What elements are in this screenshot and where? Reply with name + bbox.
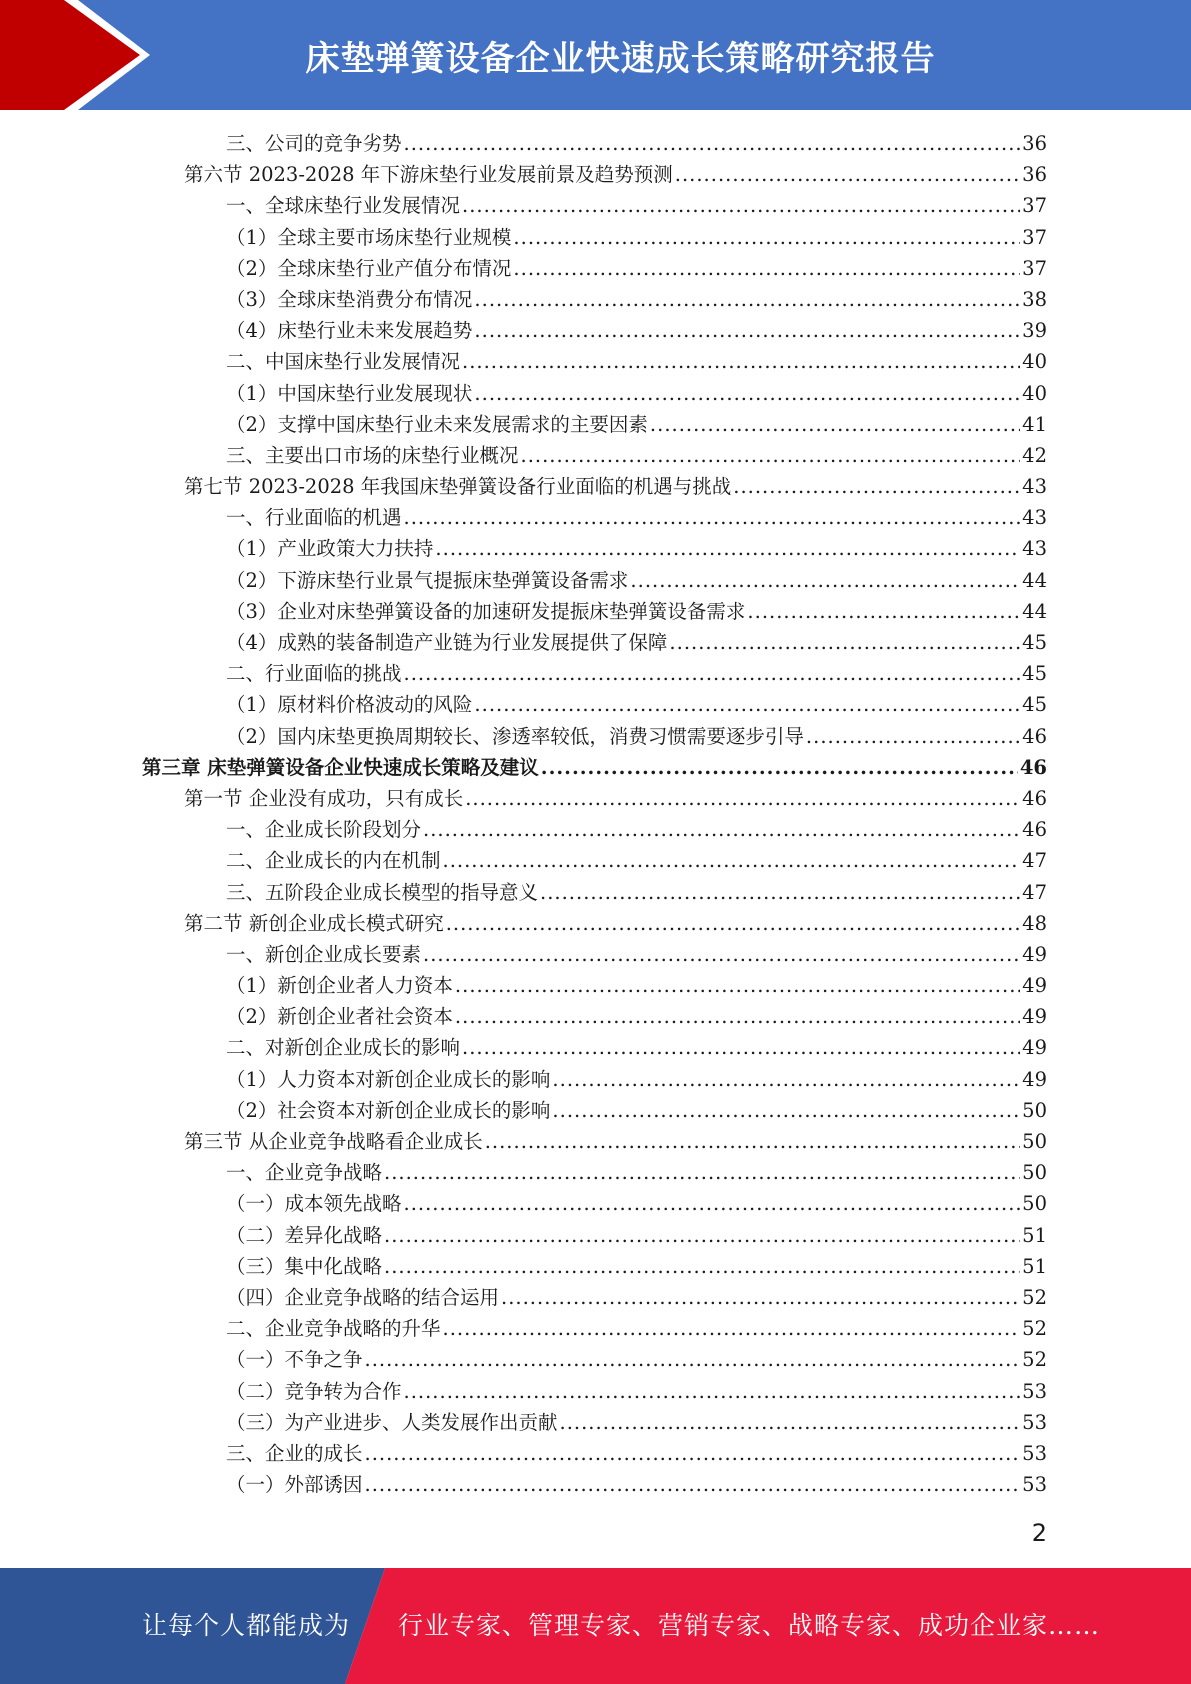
- toc-entry-page: 53: [1022, 1410, 1047, 1434]
- toc-leader-dots: [462, 346, 1020, 377]
- toc-entry[interactable]: [0, 689, 1047, 720]
- toc-leader-dots: [650, 409, 1020, 440]
- toc-entry-title: （1）全球主要市场床垫行业规模: [226, 225, 512, 249]
- toc-leader-dots: [404, 502, 1021, 533]
- toc-entry[interactable]: [0, 253, 1047, 284]
- toc-entry-page: 51: [1022, 1254, 1047, 1278]
- toc-entry[interactable]: [0, 596, 1047, 627]
- toc-entry-page: 43: [1022, 537, 1047, 561]
- toc-leader-dots: [365, 1469, 1021, 1500]
- toc-entry-title: （一）不争之争: [226, 1348, 363, 1372]
- toc-entry-title: 第三章 床垫弹簧设备企业快速成长策略及建议: [142, 755, 539, 779]
- toc-entry[interactable]: [0, 440, 1047, 471]
- toc-entry-title: （一）外部诱因: [226, 1473, 363, 1497]
- toc-entry-title: （1）中国床垫行业发展现状: [226, 381, 473, 405]
- toc-entry-title: 三、主要出口市场的床垫行业概况: [226, 443, 519, 467]
- toc-leader-dots: [474, 315, 1020, 346]
- toc-leader-dots: [474, 284, 1020, 315]
- toc-entry-page: 51: [1022, 1223, 1047, 1247]
- toc-entry[interactable]: [0, 1095, 1047, 1126]
- toc-entry[interactable]: [0, 1064, 1047, 1095]
- toc-entry[interactable]: [0, 752, 1047, 783]
- toc-leader-dots: [669, 627, 1020, 658]
- toc-entry-title: 一、企业竞争战略: [226, 1161, 383, 1185]
- header-band: [0, 0, 1191, 110]
- toc-entry-page: 50: [1022, 1161, 1047, 1185]
- toc-leader-dots: [733, 471, 1020, 502]
- toc-entry-page: 53: [1022, 1379, 1047, 1403]
- toc-entry[interactable]: [0, 378, 1047, 409]
- toc-entry-page: 40: [1022, 381, 1047, 405]
- toc-leader-dots: [747, 596, 1020, 627]
- toc-leader-dots: [443, 1313, 1021, 1344]
- toc-entry-page: 49: [1022, 974, 1047, 998]
- toc-entry-page: 44: [1022, 599, 1047, 623]
- toc-entry[interactable]: [0, 1001, 1047, 1032]
- toc-entry[interactable]: [0, 783, 1047, 814]
- toc-entry-page: 47: [1022, 880, 1047, 904]
- toc-entry-title: 二、中国床垫行业发展情况: [226, 350, 461, 374]
- footer-slogan-right: 行业专家、管理专家、营销专家、战略专家、成功企业家……: [398, 1611, 1101, 1640]
- toc-entry-title: （三）集中化战略: [226, 1254, 383, 1278]
- toc-leader-dots: [675, 159, 1020, 190]
- toc-entry-title: （2）国内床垫更换周期较长、渗透率较低，消费习惯需要逐步引导: [226, 724, 804, 748]
- page-number: 2: [1031, 1519, 1047, 1547]
- toc-entry-title: （4）成熟的装备制造产业链为行业发展提供了保障: [226, 631, 668, 654]
- toc-entry-title: （四）企业竞争战略的结合运用: [226, 1285, 500, 1309]
- toc-leader-dots: [541, 752, 1018, 783]
- toc-entry-title: （2）社会资本对新创企业成长的影响: [226, 1098, 551, 1122]
- toc-entry-page: 52: [1022, 1348, 1047, 1372]
- toc-leader-dots: [501, 1282, 1020, 1313]
- toc-entry-page: 46: [1022, 786, 1047, 810]
- toc-entry-page: 49: [1022, 1005, 1047, 1029]
- toc-entry[interactable]: [0, 533, 1047, 564]
- toc-entry-title: （1）新创企业者人力资本: [226, 974, 453, 998]
- toc-entry-page: 46: [1022, 724, 1047, 748]
- toc-entry-page: 42: [1022, 443, 1047, 467]
- toc-entry[interactable]: [0, 939, 1047, 970]
- toc-entry-title: （3）企业对床垫弹簧设备的加速研发提振床垫弹簧设备需求: [226, 599, 746, 623]
- toc-entry-title: （二）差异化战略: [226, 1223, 383, 1247]
- toc-entry-title: 三、企业的成长: [226, 1441, 363, 1465]
- toc-entry[interactable]: [0, 190, 1047, 221]
- toc-entry-page: 52: [1022, 1317, 1047, 1341]
- toc-entry-title: 三、公司的竞争劣势: [226, 132, 402, 155]
- toc-entry-title: （4）床垫行业未来发展趋势: [226, 319, 473, 343]
- toc-entry-page: 45: [1022, 662, 1047, 686]
- toc-entry[interactable]: [0, 409, 1047, 440]
- toc-entry[interactable]: [0, 471, 1047, 502]
- toc-leader-dots: [552, 1095, 1020, 1126]
- toc-entry-page: 53: [1022, 1473, 1047, 1497]
- footer-band: [0, 1568, 1191, 1684]
- toc-entry[interactable]: [0, 1188, 1047, 1219]
- toc-entry-title: 二、企业成长的内在机制: [226, 849, 441, 873]
- toc-entry-page: 45: [1022, 693, 1047, 717]
- toc-leader-dots: [423, 939, 1020, 970]
- toc-entry[interactable]: [0, 222, 1047, 253]
- toc-entry-title: （一）成本领先战略: [226, 1192, 402, 1216]
- header-arrow-icon: [0, 0, 150, 110]
- toc-entry[interactable]: [0, 1344, 1047, 1375]
- toc-entry[interactable]: [0, 627, 1047, 658]
- report-title: 床垫弹簧设备企业快速成长策略研究报告: [305, 38, 936, 79]
- toc-leader-dots: [455, 970, 1020, 1001]
- toc-entry-page: 37: [1022, 194, 1047, 218]
- toc-leader-dots: [630, 565, 1020, 596]
- toc-entry-page: 41: [1022, 412, 1047, 436]
- toc-entry-page: 53: [1022, 1441, 1047, 1465]
- toc-entry[interactable]: [0, 128, 1047, 159]
- toc-entry[interactable]: [0, 877, 1047, 908]
- toc-leader-dots: [384, 1251, 1020, 1282]
- toc-entry-title: （1）原材料价格波动的风险: [226, 693, 473, 717]
- toc-entry[interactable]: [0, 721, 1047, 752]
- toc-entry-title: 第六节 2023-2028 年下游床垫行业发展前景及趋势预测: [184, 163, 673, 187]
- toc-entry[interactable]: [0, 159, 1047, 190]
- toc-entry-page: 48: [1022, 911, 1047, 935]
- toc-leader-dots: [404, 658, 1021, 689]
- toc-leader-dots: [384, 1220, 1020, 1251]
- toc-leader-dots: [446, 908, 1020, 939]
- toc-leader-dots: [552, 1064, 1020, 1095]
- toc-entry-title: 一、新创企业成长要素: [226, 942, 422, 966]
- toc-leader-dots: [474, 378, 1020, 409]
- toc-entry-title: （3）全球床垫消费分布情况: [226, 287, 473, 311]
- toc-entry-title: 三、五阶段企业成长模型的指导意义: [226, 880, 539, 904]
- toc-leader-dots: [513, 253, 1020, 284]
- toc-entry[interactable]: [0, 315, 1047, 346]
- toc-entry-title: 一、全球床垫行业发展情况: [226, 194, 461, 218]
- toc-entry[interactable]: [0, 1407, 1047, 1438]
- toc-entry[interactable]: [0, 1376, 1047, 1407]
- toc-leader-dots: [560, 1407, 1021, 1438]
- toc-entry-page: 43: [1022, 506, 1047, 530]
- toc-entry-title: 二、对新创企业成长的影响: [226, 1036, 461, 1060]
- toc-entry[interactable]: [0, 970, 1047, 1001]
- toc-leader-dots: [423, 814, 1020, 845]
- toc-entry-title: 第一节 企业没有成功，只有成长: [184, 786, 464, 810]
- toc-entry-page: 37: [1022, 256, 1047, 280]
- toc-entry-title: （2）新创企业者社会资本: [226, 1005, 453, 1029]
- table-of-contents: [0, 128, 1191, 1500]
- toc-entry-page: 49: [1022, 1036, 1047, 1060]
- toc-leader-dots: [462, 190, 1020, 221]
- toc-entry-title: 二、行业面临的挑战: [226, 662, 402, 686]
- toc-entry-page: 44: [1022, 568, 1047, 592]
- toc-leader-dots: [513, 222, 1020, 253]
- toc-entry-title: 第二节 新创企业成长模式研究: [184, 911, 444, 935]
- toc-leader-dots: [435, 533, 1020, 564]
- toc-entry-page: 47: [1022, 849, 1047, 873]
- toc-entry-title: （三）为产业进步、人类发展作出贡献: [226, 1410, 558, 1434]
- toc-entry-title: 一、企业成长阶段划分: [226, 818, 422, 842]
- toc-entry[interactable]: [0, 1032, 1047, 1063]
- toc-entry[interactable]: [0, 1220, 1047, 1251]
- toc-leader-dots: [443, 845, 1021, 876]
- toc-entry[interactable]: [0, 565, 1047, 596]
- toc-entry-title: （1）产业政策大力扶持: [226, 537, 434, 561]
- toc-entry-page: 40: [1022, 350, 1047, 374]
- toc-entry-page: 46: [1019, 755, 1047, 779]
- toc-entry-title: （2）支撑中国床垫行业未来发展需求的主要因素: [226, 412, 648, 436]
- toc-entry-page: 45: [1022, 631, 1047, 654]
- toc-entry-page: 50: [1022, 1192, 1047, 1216]
- toc-entry[interactable]: [0, 1126, 1047, 1157]
- toc-leader-dots: [806, 721, 1020, 752]
- toc-leader-dots: [455, 1001, 1020, 1032]
- toc-leader-dots: [465, 783, 1020, 814]
- toc-entry[interactable]: [0, 845, 1047, 876]
- toc-entry-page: 43: [1022, 475, 1047, 499]
- toc-entry[interactable]: [0, 908, 1047, 939]
- toc-entry[interactable]: [0, 1438, 1047, 1469]
- toc-leader-dots: [384, 1157, 1020, 1188]
- toc-entry[interactable]: [0, 346, 1047, 377]
- toc-entry-title: 第七节 2023-2028 年我国床垫弹簧设备行业面临的机遇与挑战: [184, 475, 732, 499]
- toc-leader-dots: [404, 1376, 1021, 1407]
- toc-entry-title: 一、行业面临的机遇: [226, 506, 402, 530]
- toc-leader-dots: [474, 689, 1020, 720]
- toc-leader-dots: [404, 1188, 1021, 1219]
- toc-entry-title: （二）竞争转为合作: [226, 1379, 402, 1403]
- toc-entry[interactable]: [0, 1313, 1047, 1344]
- toc-leader-dots: [462, 1032, 1020, 1063]
- toc-entry-page: 50: [1022, 1130, 1047, 1153]
- toc-entry-page: 36: [1022, 132, 1047, 155]
- toc-entry-title: （2）全球床垫行业产值分布情况: [226, 256, 512, 280]
- toc-leader-dots: [365, 1438, 1021, 1469]
- toc-entry-title: 第三节 从企业竞争战略看企业成长: [184, 1130, 483, 1153]
- toc-entry-title: （1）人力资本对新创企业成长的影响: [226, 1067, 551, 1091]
- toc-entry-page: 39: [1022, 319, 1047, 343]
- toc-entry-title: （2）下游床垫行业景气提振床垫弹簧设备需求: [226, 568, 629, 592]
- toc-leader-dots: [521, 440, 1021, 471]
- toc-entry-page: 49: [1022, 1067, 1047, 1091]
- toc-entry[interactable]: [0, 1157, 1047, 1188]
- toc-entry[interactable]: [0, 1469, 1047, 1500]
- toc-entry-page: 46: [1022, 818, 1047, 842]
- toc-leader-dots: [485, 1126, 1020, 1157]
- toc-entry-page: 49: [1022, 942, 1047, 966]
- toc-entry-page: 50: [1022, 1098, 1047, 1122]
- toc-entry[interactable]: [0, 1282, 1047, 1313]
- toc-entry[interactable]: [0, 658, 1047, 689]
- toc-leader-dots: [365, 1344, 1021, 1375]
- toc-entry-page: 52: [1022, 1285, 1047, 1309]
- toc-entry-page: 38: [1022, 287, 1047, 311]
- toc-leader-dots: [404, 128, 1021, 159]
- toc-leader-dots: [540, 877, 1020, 908]
- footer-slogan-left: 让每个人都能成为: [142, 1611, 351, 1640]
- toc-entry[interactable]: [0, 284, 1047, 315]
- toc-entry[interactable]: [0, 502, 1047, 533]
- toc-entry-page: 36: [1022, 163, 1047, 187]
- toc-entry[interactable]: [0, 1251, 1047, 1282]
- toc-entry-page: 37: [1022, 225, 1047, 249]
- toc-entry-title: 二、企业竞争战略的升华: [226, 1317, 441, 1341]
- toc-entry[interactable]: [0, 814, 1047, 845]
